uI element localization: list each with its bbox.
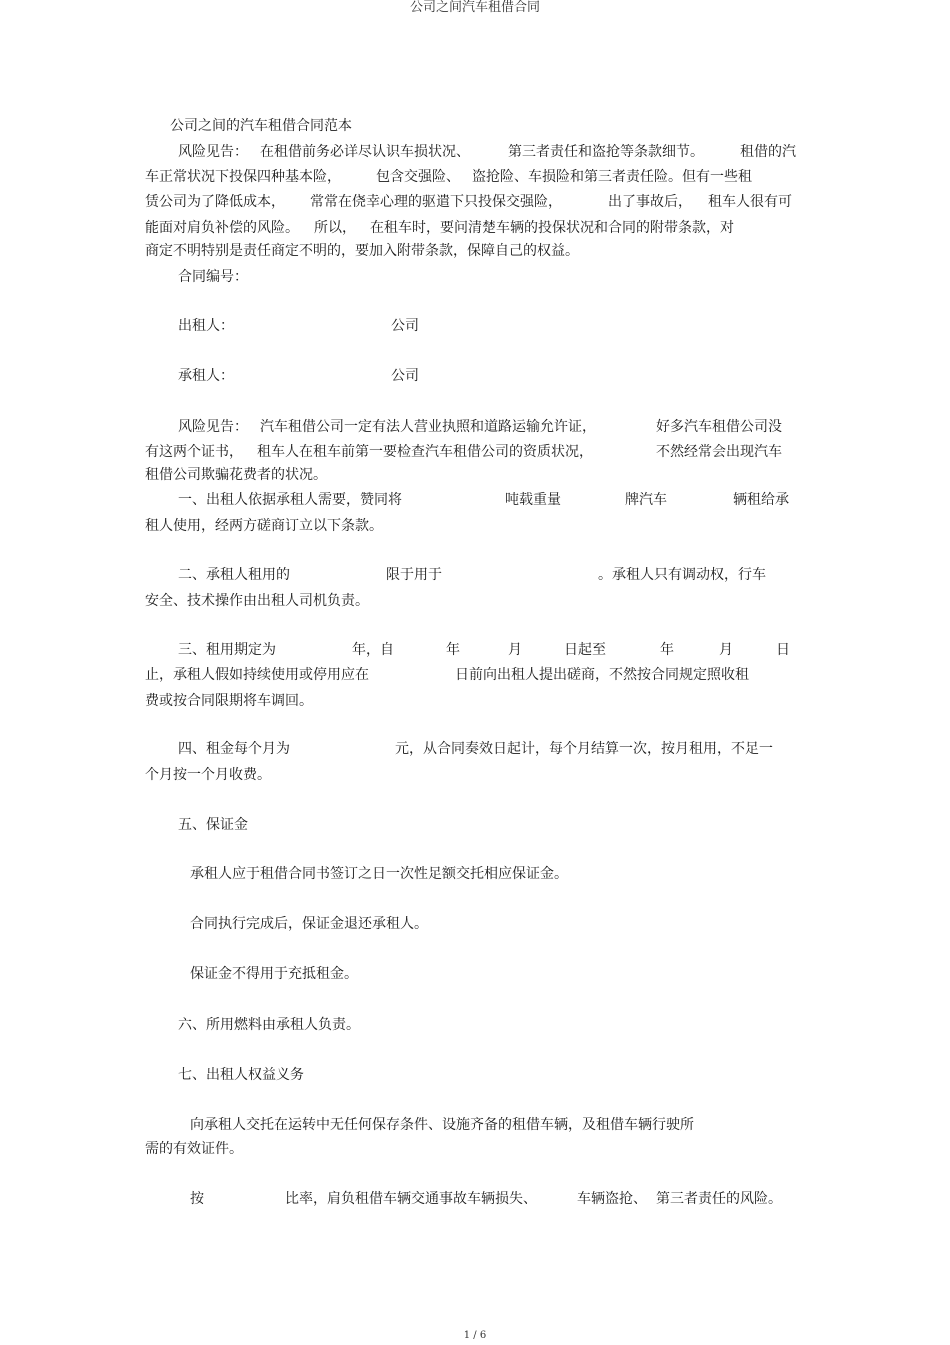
- text-segment: 二、承租人租用的: [178, 567, 290, 583]
- text-segment: 日: [776, 642, 790, 658]
- text-segment: 向承租人交托在运转中无任何保存条件、设施齐备的租借车辆，及租借车辆行驶所: [190, 1117, 694, 1133]
- text-segment: 月: [508, 642, 522, 658]
- clause-5-title: 五、保证金: [178, 817, 248, 833]
- text-segment: 牌汽车: [625, 492, 667, 508]
- running-header: 公司之间汽车租借合同: [409, 0, 540, 15]
- deposit-item: 承租人应于租借合同书签订之日一次性足额交托相应保证金。: [190, 866, 568, 882]
- text-segment: 。承租人只有调动权，行车: [598, 567, 766, 583]
- deposit-item: 合同执行完成后，保证金退还承租人。: [190, 916, 428, 932]
- text-segment: 费或按合同限期将车调回。: [145, 693, 313, 709]
- text-segment: 四、租金每个月为: [178, 741, 290, 757]
- lessor-company-suffix: 公司: [391, 318, 419, 334]
- text-segment: 租车人很有可: [708, 194, 792, 210]
- text-segment: 有这两个证书，: [145, 444, 243, 460]
- text-segment: 限于用于: [386, 567, 442, 583]
- text-segment: 止，承租人假如持续使用或停用应在: [145, 667, 369, 683]
- text-segment: 车辆盗抢、: [577, 1191, 647, 1207]
- clause-6: 六、所用燃料由承租人负责。: [178, 1017, 360, 1033]
- text-segment: 按: [190, 1191, 204, 1207]
- text-segment: 盗抢险、车损险和第三者责任险。但有一些租: [472, 169, 752, 185]
- text-segment: 租借公司欺骗花费者的状况。: [145, 467, 327, 483]
- text-segment: 赁公司为了降低成本，: [145, 194, 285, 210]
- text-segment: 在租借前务必详尽认识车损状况、: [260, 144, 470, 160]
- text-segment: 常常在侥幸心理的驱遣下只投保交强险，: [310, 194, 562, 210]
- text-segment: 年: [660, 642, 674, 658]
- text-segment: 日起至: [564, 642, 606, 658]
- text-segment: 包含交强险、: [376, 169, 460, 185]
- text-segment: 辆租给承: [733, 492, 789, 508]
- text-segment: 所以，: [314, 220, 356, 236]
- text-segment: 需的有效证件。: [145, 1141, 243, 1157]
- lessee-label: 承租人：: [178, 368, 234, 384]
- clause-7-title: 七、出租人权益义务: [178, 1067, 304, 1083]
- text-segment: 日前向出租人提出磋商，不然按合同规定照收租: [455, 667, 749, 683]
- text-segment: 年，自: [352, 642, 394, 658]
- text-segment: 月: [719, 642, 733, 658]
- text-segment: 一、出租人依据承租人需要，赞同将: [178, 492, 402, 508]
- text-segment: 租车人在租车前第一要检查汽车租借公司的资质状况，: [257, 444, 593, 460]
- text-segment: 安全、技术操作由出租人司机负责。: [145, 593, 369, 609]
- text-segment: 三、租用期定为: [178, 642, 276, 658]
- text-segment: 租借的汽: [740, 144, 796, 160]
- text-segment: 第三者责任和盗抢等条款细节。: [508, 144, 704, 160]
- text-segment: 车正常状况下投保四种基本险，: [145, 169, 341, 185]
- contract-number-label: 合同编号：: [178, 269, 248, 285]
- lessor-label: 出租人：: [178, 318, 234, 334]
- text-segment: 在租车时，要问清楚车辆的投保状况和合同的附带条款，对: [370, 220, 734, 236]
- text-segment: 不然经常会出现汽车: [656, 444, 782, 460]
- text-segment: 出了事故后，: [608, 194, 692, 210]
- text-segment: 汽车租借公司一定有法人营业执照和道路运输允许证，: [260, 419, 596, 435]
- text-segment: 商定不明特别是责任商定不明的，要加入附带条款，保障自己的权益。: [145, 243, 579, 259]
- deposit-item: 保证金不得用于充抵租金。: [190, 966, 358, 982]
- text-segment: 年: [446, 642, 460, 658]
- text-segment: 比率，肩负租借车辆交通事故车辆损失、: [285, 1191, 537, 1207]
- risk-label: 风险见告：: [178, 144, 248, 160]
- text-segment: 能面对肩负补偿的风险。: [145, 220, 299, 236]
- page-number: 1 / 6: [463, 1330, 487, 1341]
- lessee-company-suffix: 公司: [391, 368, 419, 384]
- risk-label: 风险见告：: [178, 419, 248, 435]
- text-segment: 租人使用，经两方磋商订立以下条款。: [145, 518, 383, 534]
- text-segment: 个月按一个月收费。: [145, 767, 271, 783]
- text-segment: 吨载重量: [505, 492, 561, 508]
- text-segment: 第三者责任的风险。: [656, 1191, 782, 1207]
- document-title: 公司之间的汽车租借合同范本: [170, 118, 352, 134]
- text-segment: 好多汽车租借公司没: [656, 419, 782, 435]
- text-segment: 元，从合同奏效日起计，每个月结算一次，按月租用，不足一: [395, 741, 773, 757]
